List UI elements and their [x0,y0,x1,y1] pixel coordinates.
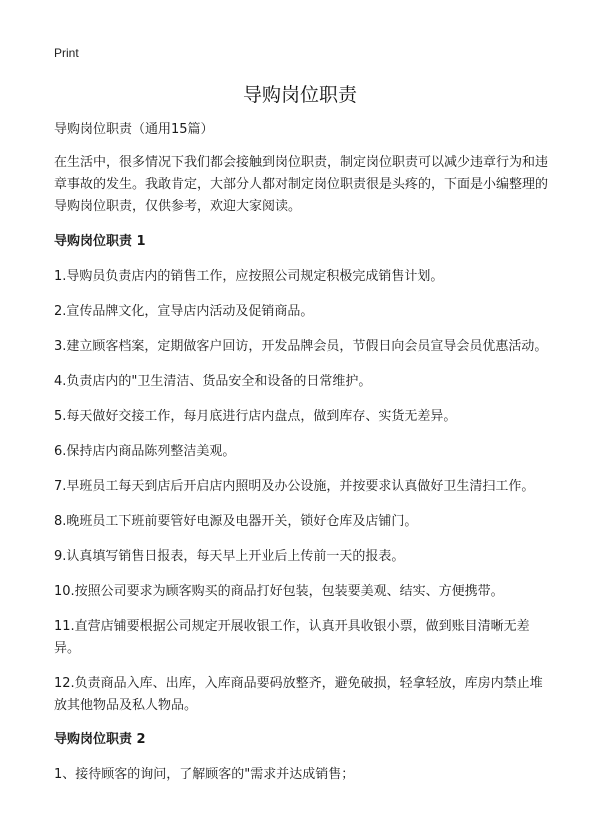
duty-item: 7.早班员工每天到店后开启店内照明及办公设施，并按要求认真做好卫生清扫工作。 [54,479,535,494]
duty-item: 6.保持店内商品陈列整洁美观。 [54,444,236,459]
duty-item: 8.晚班员工下班前要管好电源及电器开关，锁好仓库及店铺门。 [54,514,418,529]
duty-item: 1、接待顾客的询问，了解顾客的"需求并达成销售； [54,767,355,782]
print-link[interactable]: Print [54,46,79,60]
duty-item: 3.建立顾客档案，定期做客户回访，开发品牌会员，节假日向会员宣导会员优惠活动。 [54,339,548,354]
duty-item: 11.直营店铺要根据公司规定开展收银工作，认真开具收银小票，做到账目清晰无差异。 [54,619,530,656]
duty-item: 9.认真填写销售日报表，每天早上开业后上传前一天的报表。 [54,549,405,564]
section-heading: 导购岗位职责 2 [54,732,146,747]
duty-item: 1.导购员负责店内的销售工作，应按照公司规定积极完成销售计划。 [54,269,444,284]
document-title: 导购岗位职责 [242,84,357,106]
duty-item: 4.负责店内的"卫生清洁、货品安全和设备的日常维护。 [54,374,372,389]
duty-item: 5.每天做好交接工作，每月底进行店内盘点，做到库存、实货无差异。 [54,409,457,424]
document-body [54,120,554,799]
duty-item: 10.按照公司要求为顾客购买的商品打好包装，包装要美观、结实、方便携带。 [54,584,504,599]
document-subtitle: 导购岗位职责（通用15篇） [54,122,214,137]
duty-item: 2.宣传品牌文化，宣导店内活动及促销商品。 [54,304,314,319]
duty-item: 12.负责商品入库、出库，入库商品要码放整齐，避免破损，轻拿轻放，库房内禁止堆放其他物品及私人物品。 [54,676,543,713]
section-heading: 导购岗位职责 1 [54,234,146,249]
intro-paragraph: 在生活中，很多情况下我们都会接触到岗位职责，制定岗位职责可以减少违章行为和违章事故的发生。我敢肯定，大部分人都对制定岗位职责很是头疼的，下面是小编整理的导购岗位职责，仅供参考，欢迎大家阅读。 [54,155,549,214]
